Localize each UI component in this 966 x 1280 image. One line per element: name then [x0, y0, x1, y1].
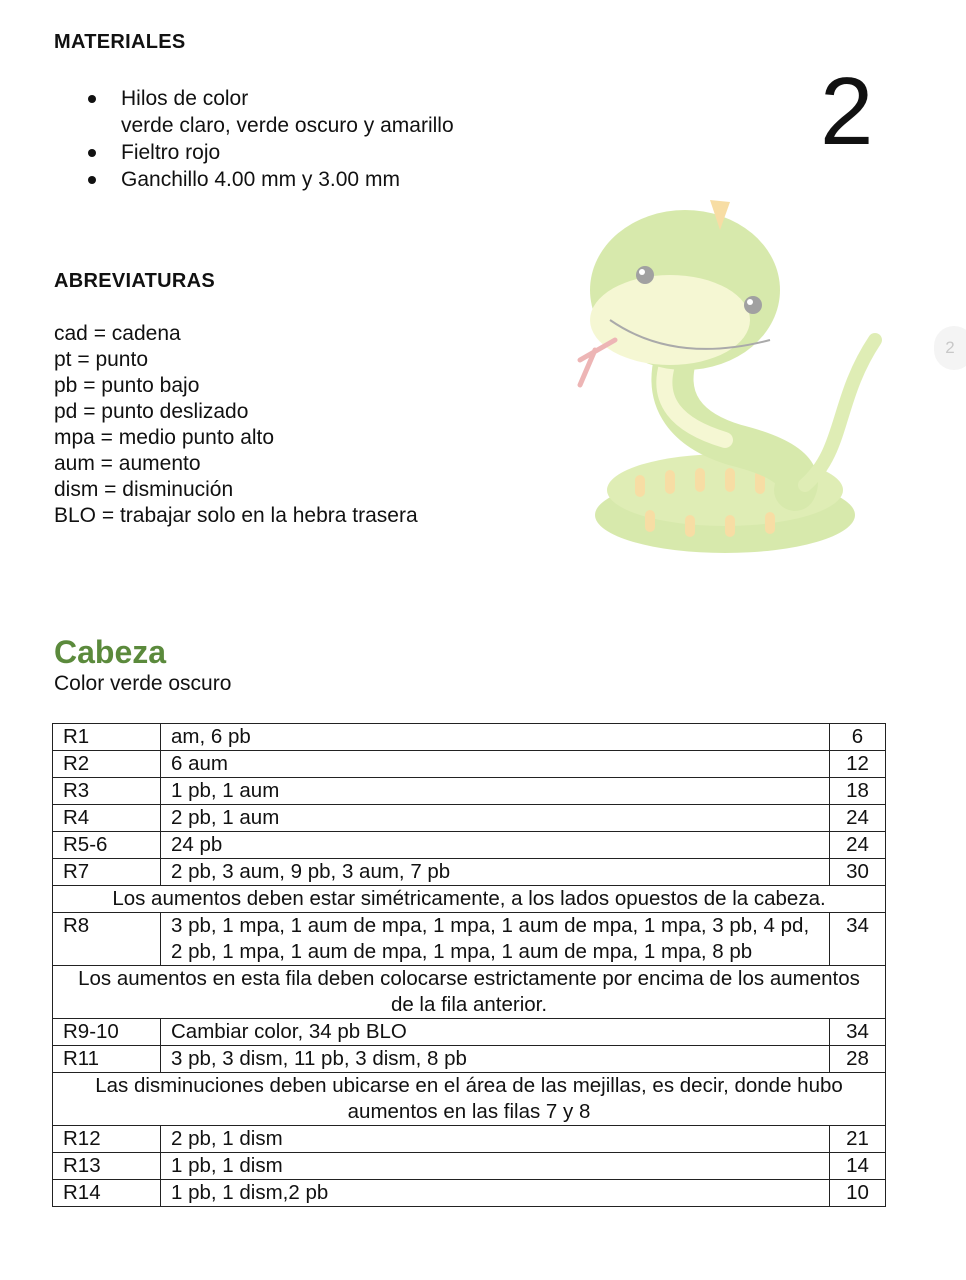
table-row — [53, 1180, 886, 1207]
abbreviation-item: pt = punto — [54, 348, 148, 371]
materials-list — [84, 85, 454, 193]
section-title: Cabeza — [54, 634, 167, 670]
material-text: Hilos de color — [121, 87, 249, 110]
instruction-cell: 1 pb, 1 dism,2 pb — [161, 1180, 830, 1207]
page-number: 2 — [820, 58, 874, 165]
stitch-count-cell: 18 — [830, 778, 886, 805]
instruction-cell: 6 aum — [161, 751, 830, 778]
round-cell: R11 — [53, 1046, 161, 1073]
bullet-icon — [88, 95, 96, 103]
table-note-row — [53, 1073, 886, 1126]
abbreviation-item: BLO = trabajar solo en la hebra trasera — [54, 504, 418, 527]
instruction-cell: 1 pb, 1 aum — [161, 778, 830, 805]
pattern-table — [52, 723, 886, 1207]
table-row — [53, 1153, 886, 1180]
round-cell: R12 — [53, 1126, 161, 1153]
stitch-count-cell: 12 — [830, 751, 886, 778]
stitch-count-cell: 24 — [830, 805, 886, 832]
bullet-icon — [88, 176, 96, 184]
instruction-cell: 24 pb — [161, 832, 830, 859]
table-row — [53, 1019, 886, 1046]
stitch-count-cell: 6 — [830, 724, 886, 751]
abbreviation-item: pb = punto bajo — [54, 374, 200, 397]
stitch-count-cell: 34 — [830, 913, 886, 966]
table-row — [53, 1046, 886, 1073]
material-item — [84, 85, 454, 139]
material-item — [84, 139, 454, 166]
materiales-heading: MATERIALES — [54, 31, 186, 53]
stitch-count-cell: 30 — [830, 859, 886, 886]
section-subtitle: Color verde oscuro — [54, 672, 232, 695]
round-cell: R9-10 — [53, 1019, 161, 1046]
table-note-row — [53, 886, 886, 913]
instruction-cell: 3 pb, 1 mpa, 1 aum de mpa, 1 mpa, 1 aum de mpa, 1 mpa, 3 pb, 4 pd, 2 pb, 1 mpa, 1 aum de mpa, 1 mpa, 1 aum de mpa, 1 mpa, 8 pb — [161, 913, 830, 966]
instruction-cell: 3 pb, 3 dism, 11 pb, 3 dism, 8 pb — [161, 1046, 830, 1073]
material-text: Fieltro rojo — [121, 141, 221, 164]
abbreviation-item: cad = cadena — [54, 322, 181, 345]
abbreviation-item: mpa = medio punto alto — [54, 426, 275, 449]
round-cell: R13 — [53, 1153, 161, 1180]
stitch-count-cell: 10 — [830, 1180, 886, 1207]
table-row — [53, 1126, 886, 1153]
stitch-count-cell: 28 — [830, 1046, 886, 1073]
table-note-row — [53, 966, 886, 1019]
material-item — [84, 166, 454, 193]
round-cell: R3 — [53, 778, 161, 805]
stitch-count-cell: 34 — [830, 1019, 886, 1046]
round-cell: R14 — [53, 1180, 161, 1207]
abbreviation-item: dism = disminución — [54, 478, 234, 501]
stitch-count-cell: 21 — [830, 1126, 886, 1153]
table-row — [53, 913, 886, 966]
bullet-icon — [88, 149, 96, 157]
instruction-cell: 2 pb, 3 aum, 9 pb, 3 aum, 7 pb — [161, 859, 830, 886]
table-row — [53, 805, 886, 832]
instruction-cell: am, 6 pb — [161, 724, 830, 751]
table-row — [53, 724, 886, 751]
round-cell: R2 — [53, 751, 161, 778]
instruction-cell: 1 pb, 1 dism — [161, 1153, 830, 1180]
table-row — [53, 832, 886, 859]
table-row — [53, 751, 886, 778]
instruction-cell: Cambiar color, 34 pb BLO — [161, 1019, 830, 1046]
stitch-count-cell: 14 — [830, 1153, 886, 1180]
round-cell: R5-6 — [53, 832, 161, 859]
abreviaturas-heading: ABREVIATURAS — [54, 270, 216, 292]
instruction-cell: 2 pb, 1 dism — [161, 1126, 830, 1153]
stitch-count-cell: 24 — [830, 832, 886, 859]
abbreviations-list — [54, 321, 418, 529]
material-text: Ganchillo 4.00 mm y 3.00 mm — [121, 168, 400, 191]
material-text-detail: verde claro, verde oscuro y amarillo — [121, 114, 454, 137]
abbreviation-item: aum = aumento — [54, 452, 201, 475]
instruction-cell: 2 pb, 1 aum — [161, 805, 830, 832]
table-row — [53, 778, 886, 805]
round-cell: R4 — [53, 805, 161, 832]
note-cell: Los aumentos deben estar simétricamente, a los lados opuestos de la cabeza. — [53, 886, 886, 913]
table-row — [53, 859, 886, 886]
page-indicator-badge[interactable]: 2 — [934, 326, 966, 370]
round-cell: R8 — [53, 913, 161, 966]
snake-illustration — [575, 190, 895, 560]
note-cell: Los aumentos en esta fila deben colocarse estrictamente por encima de los aumentos de la fila anterior. — [53, 966, 886, 1019]
round-cell: R1 — [53, 724, 161, 751]
round-cell: R7 — [53, 859, 161, 886]
abbreviation-item: pd = punto deslizado — [54, 400, 249, 423]
note-cell: Las disminuciones deben ubicarse en el área de las mejillas, es decir, donde hubo aumentos en las filas 7 y 8 — [53, 1073, 886, 1126]
